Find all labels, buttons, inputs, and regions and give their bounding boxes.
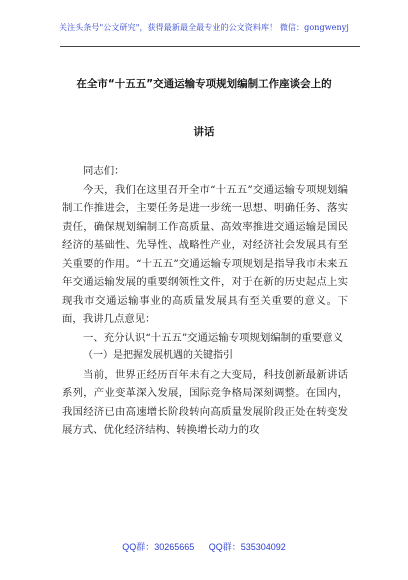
footer-qq-group-2: QQ群：535304092: [208, 542, 286, 552]
paragraph-intro: 今天，我们在这里召开全市“十五五”交通运输专项规划编制工作推进会，主要任务是进一步统一思想、明确任务、落实责任，确保规划编制工作高质量、高效率推进交通运输是国民经济的基础性、先导性、战略性产业，对经济社会发展具有至关重要的作用。“十五五”交通运输专项规划是指导我市未来五年交通运输发展的重要纲领性文件，对于在新的历史起点上实现我市交通运输事业的高质量发展具有至关重要的意义。下面，我讲几点意见：: [62, 183, 348, 325]
paragraph-context: 当前，世界正经历百年未有之大变局，科技创新最新讲话系列，产业变革深入发展，国际竞争格局深刻调整。在国内，我国经济已由高速增长阶段转向高质量发展阶段正处在转变发展方式、优化经济结构、转换增长动力的攻: [62, 368, 348, 436]
salutation: 同志们：: [83, 165, 125, 177]
document-body: [62, 162, 348, 440]
subsection-heading: （一）是把握发展机遇的关键指引: [83, 350, 233, 361]
header-notice: 关注头条号"公文研究"，获得最新最全最专业的公文资料库！ 微信：gongwenyj: [59, 23, 349, 32]
header-divider: [60, 46, 360, 47]
document-title-line1: 在全市“十五五”交通运输专项规划编制工作座谈会上的: [76, 78, 332, 90]
footer-contact: [0, 540, 408, 553]
document-title-line2: 讲话: [193, 126, 215, 138]
section-heading: 一、充分认识“十五五”交通运输专项规划编制的重要意义: [83, 331, 343, 344]
footer-qq-group-1: QQ群：30265665: [122, 542, 195, 552]
